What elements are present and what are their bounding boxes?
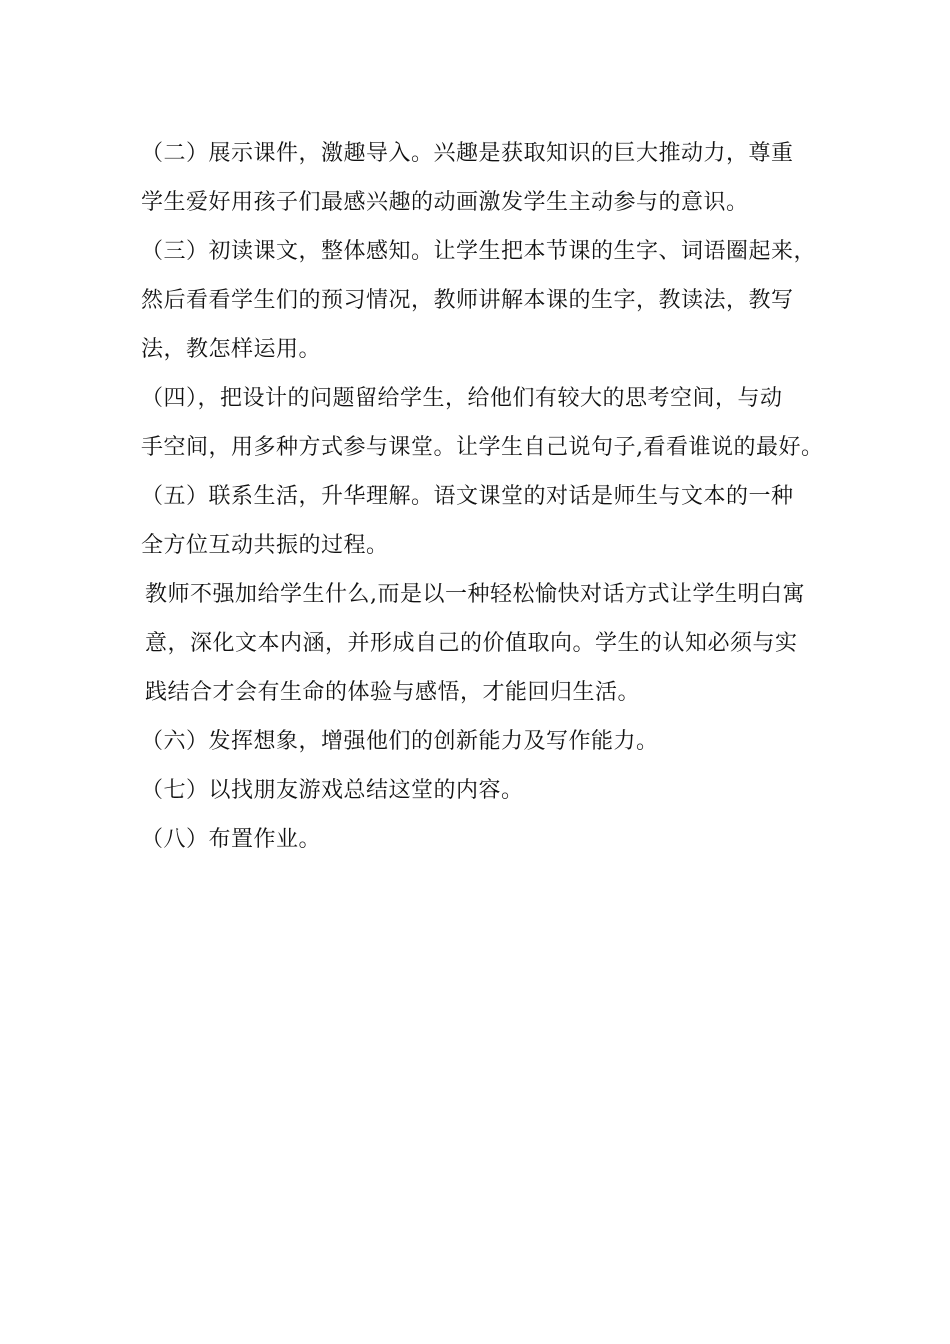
paragraph-step-6 [141,717,810,766]
paragraph-step-5-continued [145,570,810,717]
text-line: （三）初读课文，整体感知。让学生把本节课的生字、词语圈起来， [141,239,817,264]
text-line: 意，深化文本内涵，并形成自己的价值取向。学生的认知必须与实 [145,631,798,656]
text-line: 法，教怎样运用。 [141,337,322,362]
text-line: 全方位互动共振的过程。 [141,533,389,558]
text-line: （二）展示课件，激趣导入。兴趣是获取知识的巨大推动力，尊重 [141,141,794,166]
text-line: 学生爱好用孩子们最感兴趣的动画激发学生主动参与的意识。 [141,190,749,215]
document-body [141,129,824,864]
text-line: （四），把设计的问题留给学生，给他们有较大的思考空间，与动 [141,386,783,411]
paragraph-step-2 [141,129,810,227]
text-line: 践结合才会有生命的体验与感悟，才能回归生活。 [145,680,641,705]
paragraph-step-7 [141,766,810,815]
text-line: 手空间，用多种方式参与课堂。让学生自己说句子,看看谁说的最好。 [141,435,824,460]
text-line: （六）发挥想象，增强他们的创新能力及写作能力。 [141,729,659,754]
text-line: （七）以找朋友游戏总结这堂的内容。 [141,778,524,803]
paragraph-step-5 [141,472,810,570]
text-line: （八）布置作业。 [141,827,322,852]
text-line: 然后看看学生们的预习情况，教师讲解本课的生字，教读法，教写 [141,288,794,313]
paragraph-step-4 [141,374,824,472]
text-line: （五）联系生活，升华理解。语文课堂的对话是师生与文本的一种 [141,484,794,509]
text-line: 教师不强加给学生什么,而是以一种轻松愉快对话方式让学生明白寓 [145,582,805,607]
paragraph-step-3 [141,227,817,374]
paragraph-step-8 [141,815,810,864]
